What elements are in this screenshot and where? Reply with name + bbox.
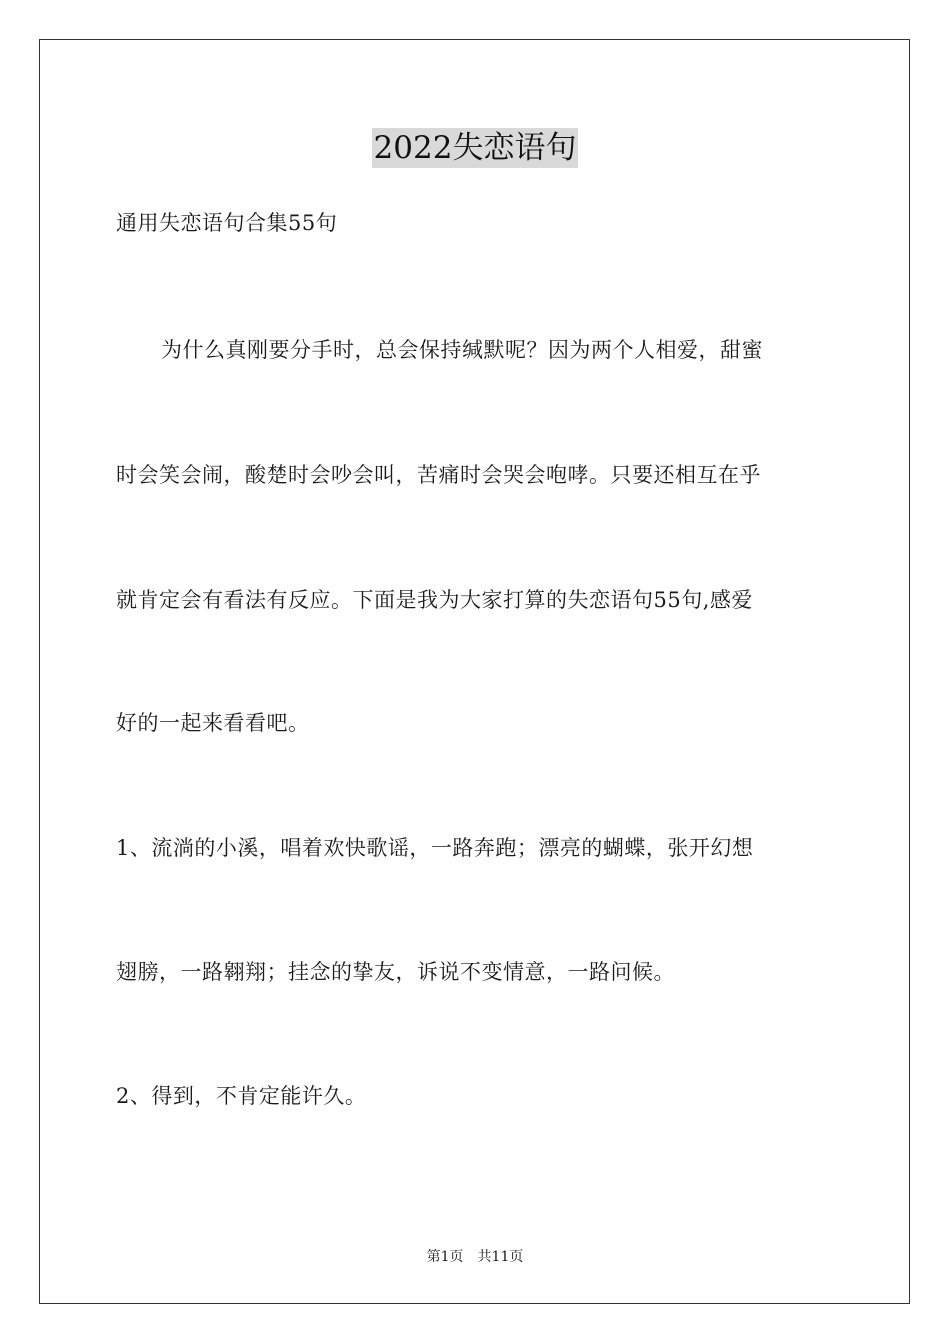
paragraph-line-3: 就肯定会有看法有反应。下面是我为大家打算的失恋语句55句,感爱 xyxy=(116,588,753,612)
page-number-total: 共11页 xyxy=(477,1249,524,1265)
paragraph-line-4: 好的一起来看看吧。 xyxy=(116,711,310,735)
page-number-current: 第1页 xyxy=(426,1249,464,1265)
paragraph-line-2: 时会笑会闹，酸楚时会吵会叫，苦痛时会哭会咆哮。只要还相互在乎 xyxy=(116,463,761,487)
document-subtitle: 通用失恋语句合集55句 xyxy=(116,211,338,235)
list-item-1-line-1: 1、流淌的小溪，唱着欢快歌谣，一路奔跑；漂亮的蝴蝶，张开幻想 xyxy=(116,836,754,860)
paragraph-line-1: 为什么真刚要分手时，总会保持缄默呢？因为两个人相爱，甜蜜 xyxy=(161,338,763,362)
list-item-1-line-2: 翅膀，一路翱翔；挂念的挚友，诉说不变情意，一路问候。 xyxy=(116,960,675,984)
title-container xyxy=(0,128,950,168)
list-item-2: 2、得到，不肯定能许久。 xyxy=(116,1084,367,1108)
page-footer xyxy=(0,1247,950,1267)
document-title: 2022失恋语句 xyxy=(373,130,577,166)
